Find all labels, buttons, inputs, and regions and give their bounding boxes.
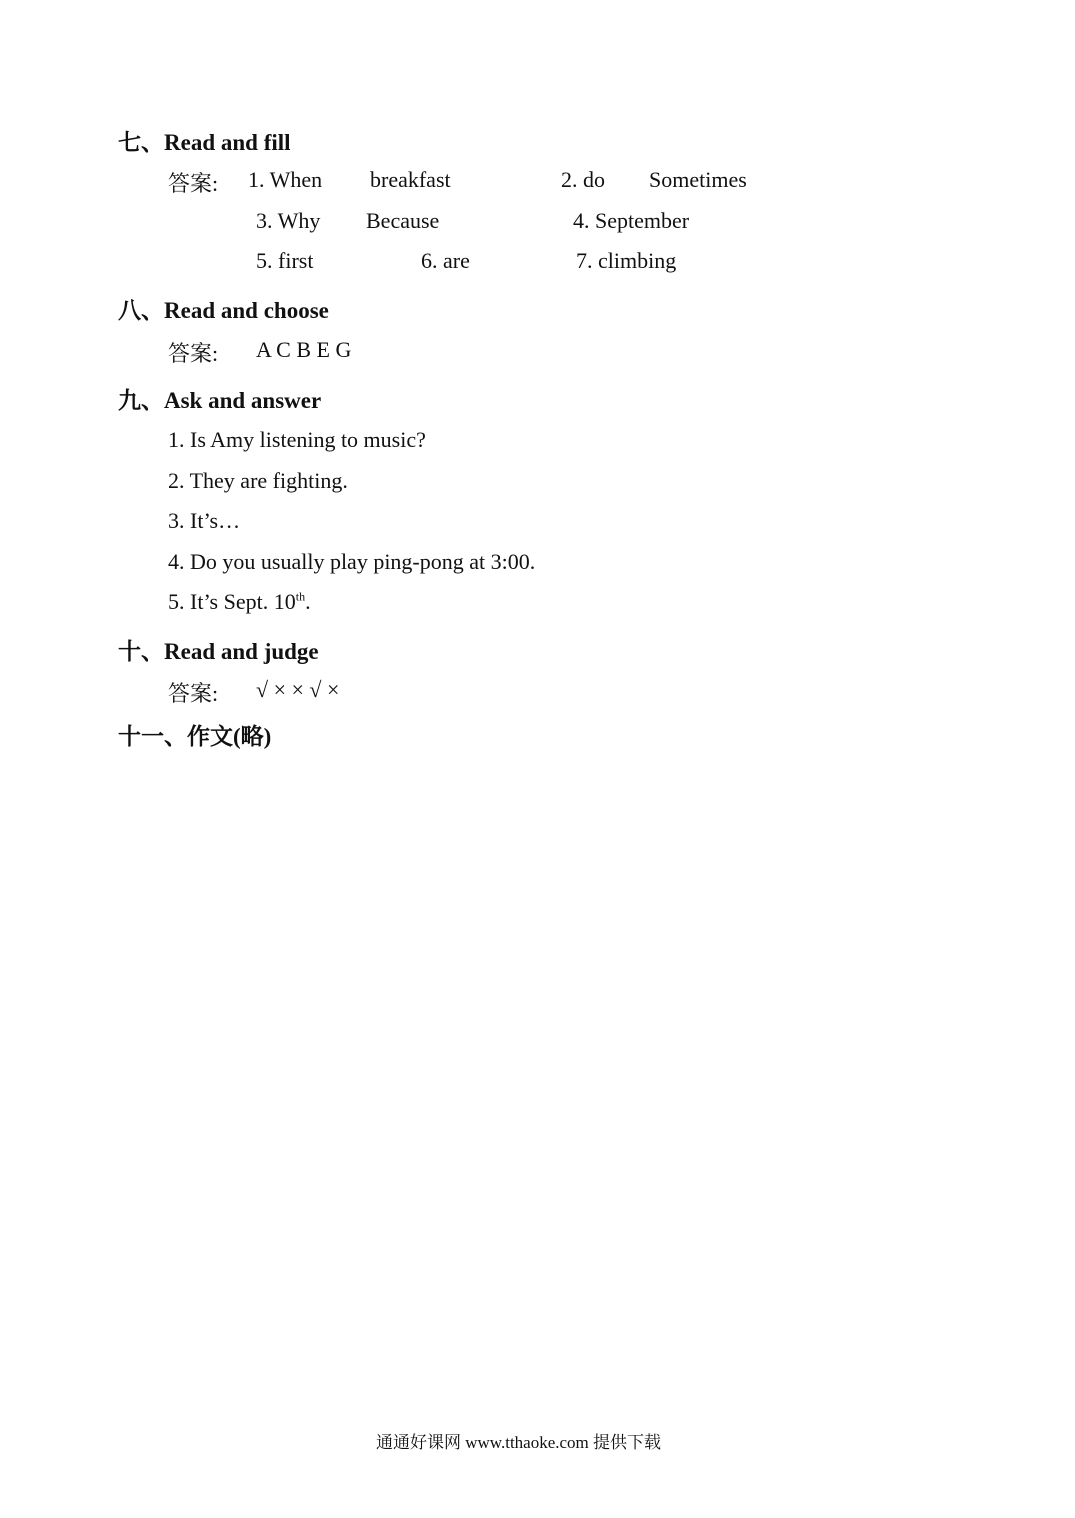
date-text: 5. It’s Sept. 10	[168, 589, 296, 614]
fill-answer: 5. first	[256, 248, 314, 273]
answer-label: 答案:	[168, 171, 219, 196]
fill-answer: 6. are	[421, 248, 470, 273]
ordinal-suffix: th	[295, 589, 306, 604]
fill-answer: 3. Why	[256, 208, 321, 233]
judge-answer: √ × × √ ×	[256, 677, 340, 702]
fill-answer: 2. do	[561, 167, 605, 192]
fill-answer: Because	[366, 208, 440, 233]
ask-answer-item	[168, 589, 311, 615]
section-11-title: 十一、作文(略)	[118, 724, 272, 749]
fill-answer: Sometimes	[649, 167, 747, 192]
fill-answer: 1. When	[248, 167, 323, 192]
section-7-title: 七、Read and fill	[118, 130, 291, 155]
section-9-title: 九、Ask and answer	[118, 388, 322, 413]
answer-label: 答案:	[168, 681, 219, 706]
choose-answer: A C B E G	[256, 337, 352, 362]
fill-answer: 7. climbing	[576, 248, 677, 273]
fill-answer: 4. September	[573, 208, 690, 233]
ask-answer-item: 3. It’s…	[168, 508, 241, 533]
period: .	[305, 589, 311, 614]
section-10-title: 十、Read and judge	[118, 639, 319, 664]
fill-answer: breakfast	[370, 167, 451, 192]
ask-answer-item: 2. They are fighting.	[168, 468, 348, 493]
answer-label: 答案:	[168, 341, 219, 366]
section-8-title: 八、Read and choose	[118, 298, 329, 323]
ask-answer-item: 1. Is Amy listening to music?	[168, 427, 426, 452]
ask-answer-item: 4. Do you usually play ping-pong at 3:00.	[168, 549, 536, 574]
page-footer: 通通好课网 www.tthaoke.com 提供下载	[376, 1433, 662, 1452]
